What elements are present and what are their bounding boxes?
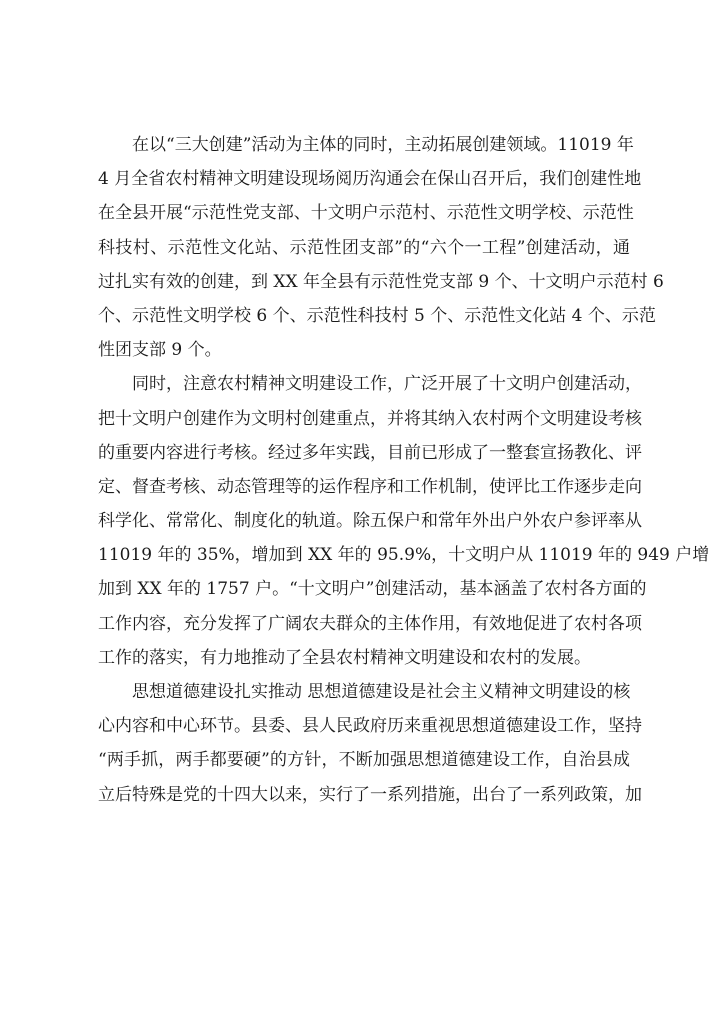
- text-line: 性团支部 9 个。: [98, 340, 222, 361]
- paragraph-2: [98, 367, 710, 675]
- text-line: 在全县开展“示范性党支部、十文明户示范村、示范性文明学校、示范性: [98, 203, 634, 224]
- text-line: 工作的落实，有力地推动了全县农村精神文明建设和农村的发展。: [98, 647, 591, 668]
- document-body: [98, 128, 710, 812]
- text-line: 立后特殊是党的十四大以来，实行了一系列措施，出台了一系列政策，加: [98, 784, 642, 805]
- text-line: “两手抓，两手都要硬”的方针，不断加强思想道德建设工作，自治县成: [98, 750, 630, 771]
- text-line: 科学化、常常化、制度化的轨道。除五保户和常年外出户外农户参评率从: [98, 511, 642, 532]
- text-line: 11019 年的 35%，增加到 XX 年的 95.9%，十文明户从 11019 年的 949 户增: [98, 545, 710, 566]
- text-line: 心内容和中心环节。县委、县人民政府历来重视思想道德建设工作，坚持: [98, 716, 642, 737]
- paragraph-3: [98, 675, 642, 812]
- text-line: 过扎实有效的创建，到 XX 年全县有示范性党支部 9 个、十文明户示范村 6: [98, 271, 664, 292]
- text-line: 工作内容，充分发挥了广阔农夫群众的主体作用，有效地促进了农村各项: [98, 613, 642, 634]
- text-line: 定、督查考核、动态管理等的运作程序和工作机制，使评比工作逐步走向: [98, 476, 642, 497]
- text-line: 把十文明户创建作为文明村创建重点，并将其纳入农村两个文明建设考核: [98, 408, 642, 429]
- text-line: 4 月全省农村精神文明建设现场阅历沟通会在保山召开后，我们创建性地: [98, 169, 642, 190]
- text-line: 在以“三大创建”活动为主体的同时，主动拓展创建领域。11019 年: [132, 135, 634, 155]
- text-line: 同时，注意农村精神文明建设工作，广泛开展了十文明户创建活动，: [132, 374, 642, 395]
- text-line: 个、示范性文明学校 6 个、示范性科技村 5 个、示范性文化站 4 个、示范: [98, 305, 656, 326]
- text-line: 思想道德建设扎实推动 思想道德建设是社会主义精神文明建设的核: [132, 682, 631, 702]
- text-line: 的重要内容进行考核。经过多年实践，目前已形成了一整套宣扬教化、评: [98, 442, 642, 463]
- text-line: 科技村、示范性文化站、示范性团支部”的“六个一工程”创建活动，通: [98, 237, 630, 258]
- paragraph-1: [98, 128, 664, 367]
- text-line: 加到 XX 年的 1757 户。“十文明户”创建活动，基本涵盖了农村各方面的: [98, 579, 647, 600]
